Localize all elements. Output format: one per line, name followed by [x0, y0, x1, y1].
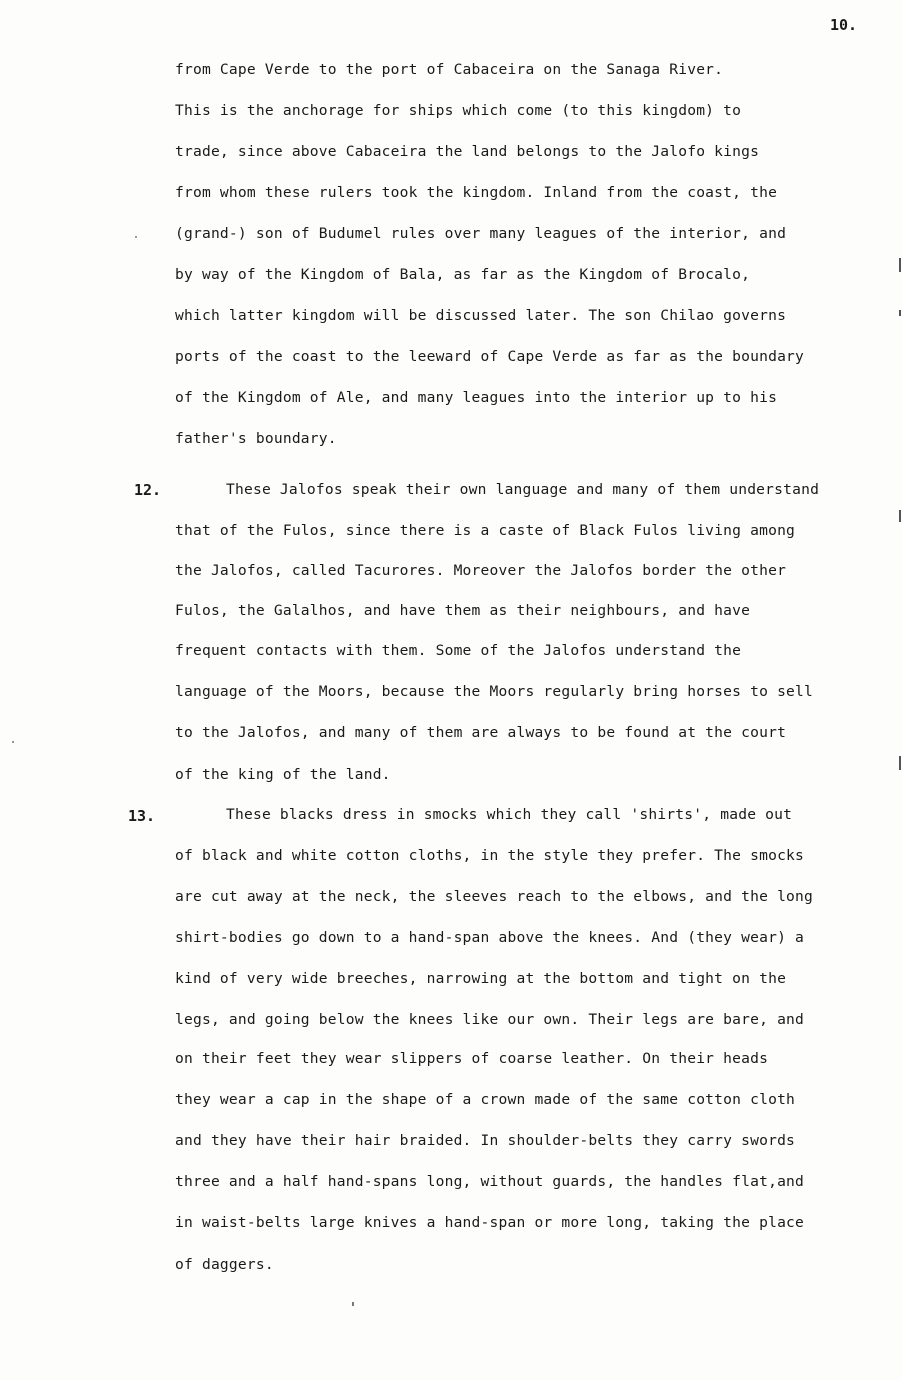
text-line: of the Kingdom of Ale, and many leagues into the interior up to his: [175, 389, 778, 406]
text-line: to the Jalofos, and many of them are always to be found at the court: [175, 724, 787, 741]
text-line: from whom these rulers took the kingdom. Inland from the coast, the: [175, 184, 778, 201]
text-line: kind of very wide breeches, narrowing at the bottom and tight on the: [175, 970, 787, 987]
text-line: language of the Moors, because the Moors regularly bring horses to sell: [175, 683, 814, 700]
text-line: of the king of the land.: [175, 766, 391, 783]
text-line: father's boundary.: [175, 430, 337, 447]
text-line: of daggers.: [175, 1256, 274, 1273]
text-line: which latter kingdom will be discussed later. The son Chilao governs: [175, 307, 787, 324]
scan-speck: [12, 741, 14, 743]
scan-mark: [899, 310, 901, 316]
scan-mark: [899, 258, 901, 272]
text-line: from Cape Verde to the port of Cabaceira on the Sanaga River.: [175, 61, 724, 78]
scan-speck: [135, 236, 137, 238]
text-line: This is the anchorage for ships which come (to this kingdom) to: [175, 102, 742, 119]
paragraph-number: 12.: [134, 481, 162, 499]
text-line: These blacks dress in smocks which they call 'shirts', made out: [226, 806, 793, 823]
text-line: on their feet they wear slippers of coarse leather. On their heads: [175, 1050, 769, 1067]
text-line: are cut away at the neck, the sleeves reach to the elbows, and the long: [175, 888, 814, 905]
text-line: in waist-belts large knives a hand-span or more long, taking the place: [175, 1214, 805, 1231]
scan-speck: [352, 1302, 354, 1306]
text-line: (grand-) son of Budumel rules over many leagues of the interior, and: [175, 225, 787, 242]
text-line: Fulos, the Galalhos, and have them as their neighbours, and have: [175, 602, 751, 619]
text-line: of black and white cotton cloths, in the style they prefer. The smocks: [175, 847, 805, 864]
paragraph-number: 13.: [128, 807, 156, 825]
text-line: and they have their hair braided. In shoulder-belts they carry swords: [175, 1132, 796, 1149]
text-line: trade, since above Cabaceira the land belongs to the Jalofo kings: [175, 143, 760, 160]
text-line: that of the Fulos, since there is a caste of Black Fulos living among: [175, 522, 796, 539]
text-line: they wear a cap in the shape of a crown made of the same cotton cloth: [175, 1091, 796, 1108]
text-line: by way of the Kingdom of Bala, as far as the Kingdom of Brocalo,: [175, 266, 751, 283]
text-line: three and a half hand-spans long, without guards, the handles flat,and: [175, 1173, 805, 1190]
text-line: ports of the coast to the leeward of Cape Verde as far as the boundary: [175, 348, 805, 365]
text-line: legs, and going below the knees like our own. Their legs are bare, and: [175, 1011, 805, 1028]
text-line: frequent contacts with them. Some of the Jalofos understand the: [175, 642, 742, 659]
text-line: These Jalofos speak their own language and many of them understand: [226, 481, 820, 498]
scan-mark: [899, 756, 901, 770]
page-number: 10.: [830, 16, 858, 34]
text-line: the Jalofos, called Tacurores. Moreover the Jalofos border the other: [175, 562, 787, 579]
scan-mark: [899, 510, 901, 522]
text-line: shirt-bodies go down to a hand-span above the knees. And (they wear) a: [175, 929, 805, 946]
